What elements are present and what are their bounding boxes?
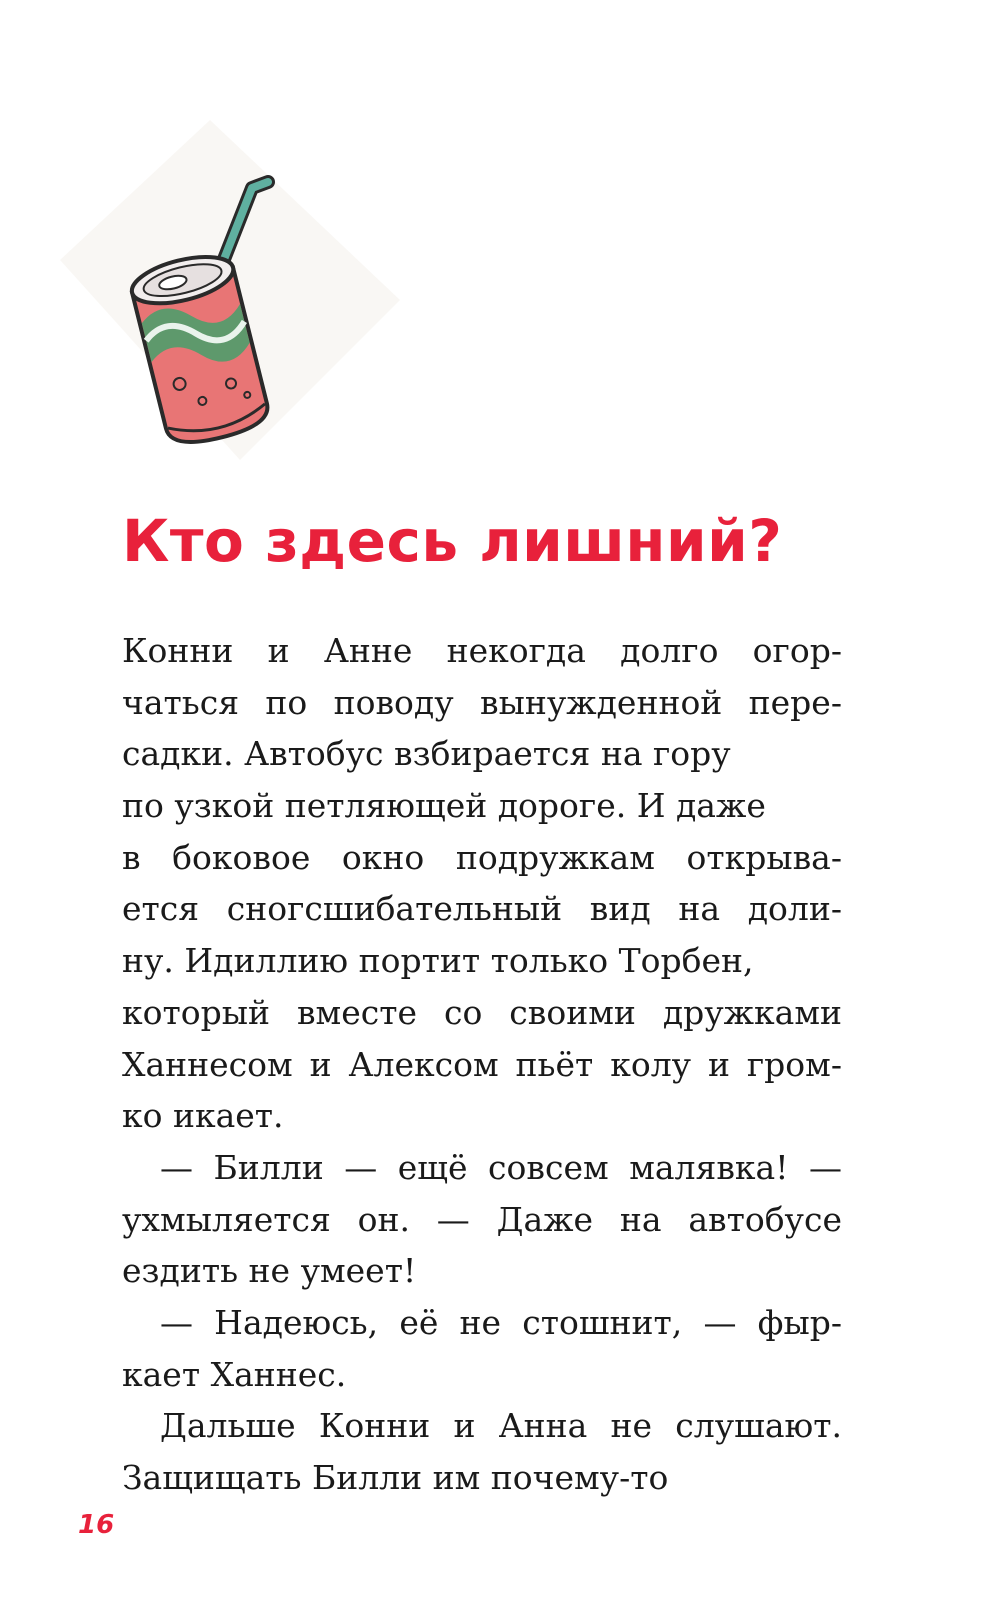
chapter-title: Кто здесь лишний? xyxy=(122,507,783,575)
text-line: Дальше Конни и Анна не слушают. xyxy=(160,1406,842,1446)
text-line: ухмыляется он. — Даже на автобусе xyxy=(122,1199,842,1239)
text-line: садки. Автобус взбирается на гору xyxy=(122,734,731,774)
text-line: кает Ханнес. xyxy=(122,1354,347,1394)
text-line: — Билли — ещё совсем малявка! — xyxy=(160,1147,842,1187)
text-line: Конни и Анне некогда долго огор- xyxy=(122,631,842,670)
page-number: 16 xyxy=(78,1510,115,1540)
text-line: ну. Идиллию портит только Торбен, xyxy=(122,941,754,981)
text-line: ко икает. xyxy=(122,1096,284,1136)
soda-can-with-straw-icon xyxy=(40,100,420,480)
text-line: который вместе со своими дружками xyxy=(122,992,842,1032)
text-line: — Надеюсь, её не стошнит, — фыр- xyxy=(160,1302,842,1342)
text-line: в боковое окно подружкам открыва- xyxy=(122,837,842,877)
text-line: Ханнесом и Алексом пьёт колу и гром- xyxy=(122,1044,842,1084)
text-line: ется сногсшибательный вид на доли- xyxy=(122,889,842,929)
body-text xyxy=(122,625,842,1504)
text-line: Защищать Билли им почему-то xyxy=(122,1458,669,1497)
text-line: чаться по поводу вынужденной пере- xyxy=(122,682,842,722)
text-line: по узкой петляющей дороге. И даже xyxy=(122,786,766,826)
text-line: ездить не умеет! xyxy=(122,1251,417,1291)
